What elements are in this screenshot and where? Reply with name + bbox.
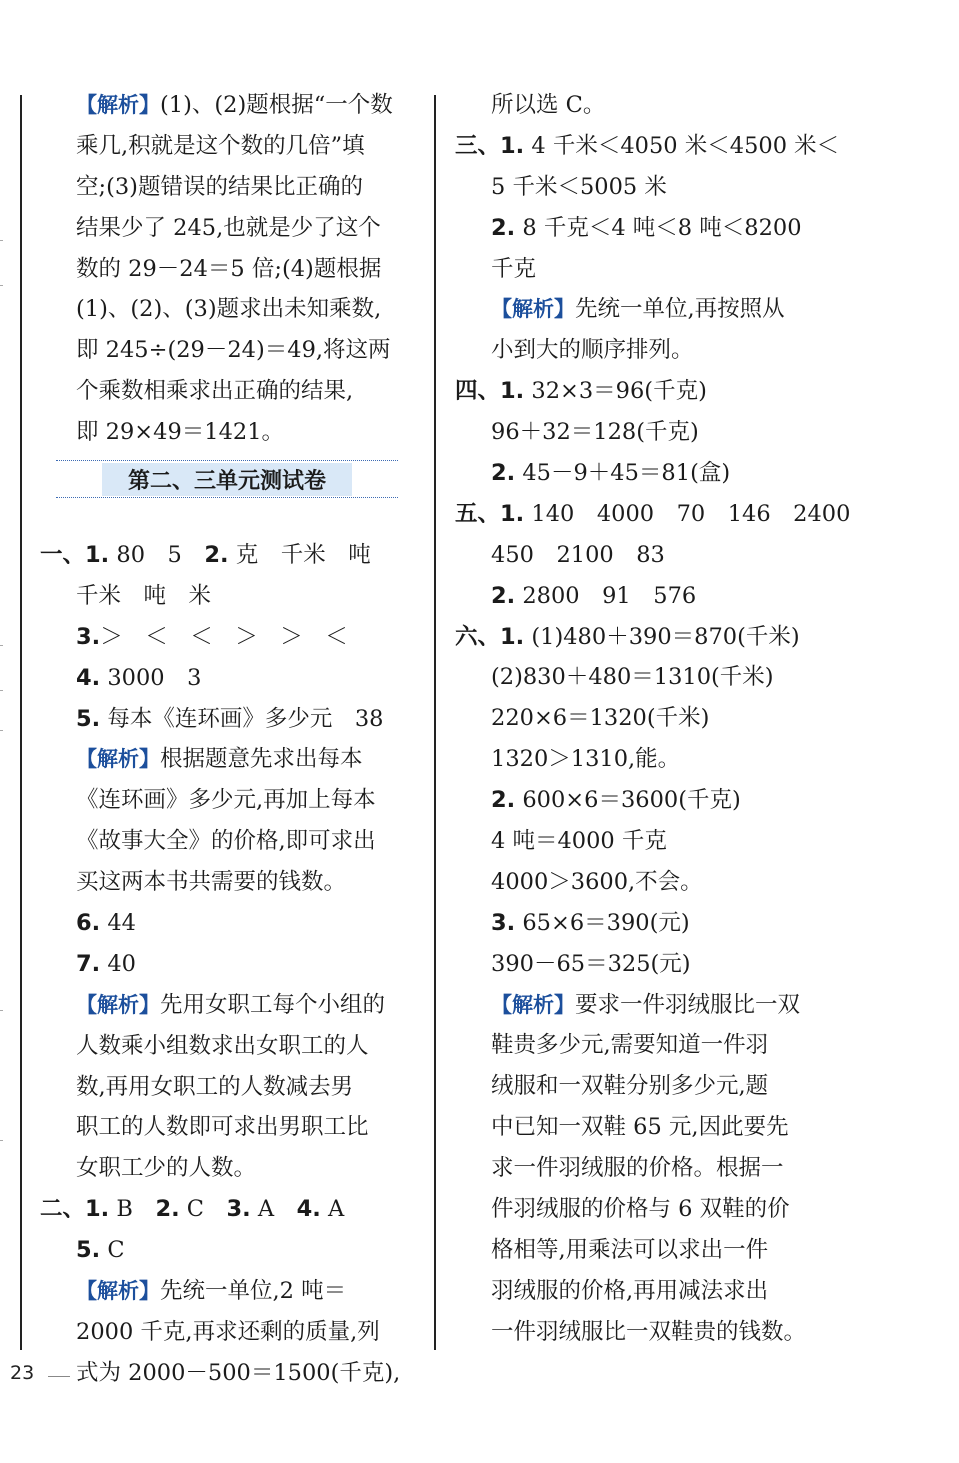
page-number: 23 [10,1362,35,1384]
answer-line: 450 2100 83 [491,541,665,568]
explanation-line: 买这两本书共需要的钱数。 [76,869,347,896]
answer-line: 2. 600×6＝3600(千克) [491,787,741,814]
explanation-label: 【解析】 [76,93,160,117]
edge-mark [0,285,3,286]
answer-line: 五、1. 140 4000 70 146 2400 [455,500,851,527]
explanation-line: 【解析】根据题意先求出每本 [76,746,363,773]
answer-line: 四、1. 32×3＝96(千克) [455,378,707,405]
explanation-line: 空;(3)题错误的结果比正确的 [76,173,363,200]
explanation-line: 小到大的顺序排列。 [491,337,694,364]
answer-line: 390－65＝325(元) [491,950,691,977]
section-title-banner [56,460,398,498]
section-number: 二、 [40,1196,86,1223]
edge-mark [0,1010,3,1011]
answer-line: 六、1. (1)480＋390＝870(千米) [455,623,800,650]
left-margin-rule [20,95,22,1350]
explanation-line: 式为 2000－500＝1500(千克), [76,1359,401,1386]
explanation-line: 【解析】先用女职工每个小组的 [76,991,386,1018]
answer-line: 6. 44 [76,910,136,937]
edge-mark [0,240,3,241]
explanation-line: 格相等,用乘法可以求出一件 [491,1236,769,1263]
section-number: 一、 [40,542,86,569]
explanation-label: 【解析】 [76,747,160,772]
explanation-line: 【解析】先统一单位,2 吨＝ [76,1278,347,1305]
edge-mark [0,690,3,691]
explanation-line: 《连环画》多少元,再加上每本 [76,787,376,814]
explanation-line: 中已知一双鞋 65 元,因此要先 [491,1114,789,1141]
explanation-line: 即 29×49＝1421。 [76,419,285,446]
answer-line: 一、1. 80 5 2. 克 千米 吨 [40,542,371,569]
explanation-line: 人数乘小组数求出女职工的人 [76,1032,369,1059]
explanation-label: 【解析】 [76,992,160,1017]
edge-mark [0,1140,3,1141]
explanation-line: 结果少了 245,也就是少了这个 [76,214,381,241]
explanation-line: 【解析】(1)、(2)题根据“一个数 [76,92,393,118]
explanation-line: 女职工少的人数。 [76,1155,257,1182]
answer-line: 千克 [491,255,537,282]
column-divider [434,95,436,1350]
explanation-line: 数的 29－24＝5 倍;(4)题根据 [76,255,382,282]
section-number: 三、 [455,132,501,159]
explanation-line: 职工的人数即可求出男职工比 [76,1114,369,1141]
explanation-line: 数,再用女职工的人数减去男 [76,1073,354,1100]
answer-line: 二、1. B 2. C 3. A 4. A [40,1196,345,1223]
explanation-line: 【解析】先统一单位,再按照从 [491,296,785,323]
section-title: 第二、三单元测试卷 [102,463,352,496]
explanation-line: 鞋贵多少元,需要知道一件羽 [491,1032,769,1059]
explanation-line: (1)、(2)、(3)题求出未知乘数, [76,296,382,323]
explanation-label: 【解析】 [491,992,575,1017]
answer-line: 96＋32＝128(千克) [491,419,699,446]
answer-line: 三、1. 4 千米＜4050 米＜4500 米＜ [455,132,840,159]
answer-line: 5 千米＜5005 米 [491,173,667,200]
answer-line: 所以选 C。 [491,92,606,118]
section-number: 四、 [455,378,501,405]
answer-line: 4000＞3600,不会。 [491,868,703,895]
edge-mark [0,645,3,646]
section-number: 六、 [455,623,501,650]
answer-line: 2. 2800 91 576 [491,582,697,609]
explanation-line: 乘几,积就是这个数的几倍”填 [76,132,365,159]
explanation-line: 【解析】要求一件羽绒服比一双 [491,991,801,1018]
answer-line: 3. 65×6＝390(元) [491,909,690,936]
answer-line: 1320＞1310,能。 [491,746,681,773]
answer-line: 千米 吨 米 [76,582,212,609]
explanation-line: 绒服和一双鞋分别多少元,题 [491,1073,769,1100]
explanation-label: 【解析】 [491,297,575,322]
left-column [40,85,430,1394]
right-column [455,85,925,1353]
explanation-line: 即 245÷(29－24)＝49,将这两 [76,337,391,364]
footer-dash [48,1376,70,1377]
explanation-line: 羽绒服的价格,再用减法求出 [491,1277,769,1304]
answer-line: 3.＞ ＜ ＜ ＞ ＞ ＜ [76,623,348,650]
explanation-line: 件羽绒服的价格与 6 双鞋的价 [491,1196,790,1223]
answer-line: 220×6＝1320(千米) [491,705,710,732]
answer-line: 5. C [76,1237,125,1264]
answer-line: 5. 每本《连环画》多少元 38 [76,705,384,732]
answer-line: 4 吨＝4000 千克 [491,828,667,855]
edge-mark [0,730,3,731]
section-number: 五、 [455,500,501,527]
explanation-line: 一件羽绒服比一双鞋贵的钱数。 [491,1318,807,1345]
answer-line: 4. 3000 3 [76,664,202,691]
answer-line: (2)830＋480＝1310(千米) [491,664,774,691]
explanation-label: 【解析】 [76,1279,160,1304]
answer-line: 7. 40 [76,950,136,977]
explanation-line: 《故事大全》的价格,即可求出 [76,828,376,855]
explanation-line: 2000 千克,再求还剩的质量,列 [76,1318,380,1345]
answer-line: 2. 45－9＋45＝81(盒) [491,460,731,487]
explanation-line: 个乘数相乘求出正确的结果, [76,378,354,405]
explanation-line: 求一件羽绒服的价格。根据一 [491,1155,784,1182]
answer-line: 2. 8 千克＜4 吨＜8 吨＜8200 [491,214,802,241]
